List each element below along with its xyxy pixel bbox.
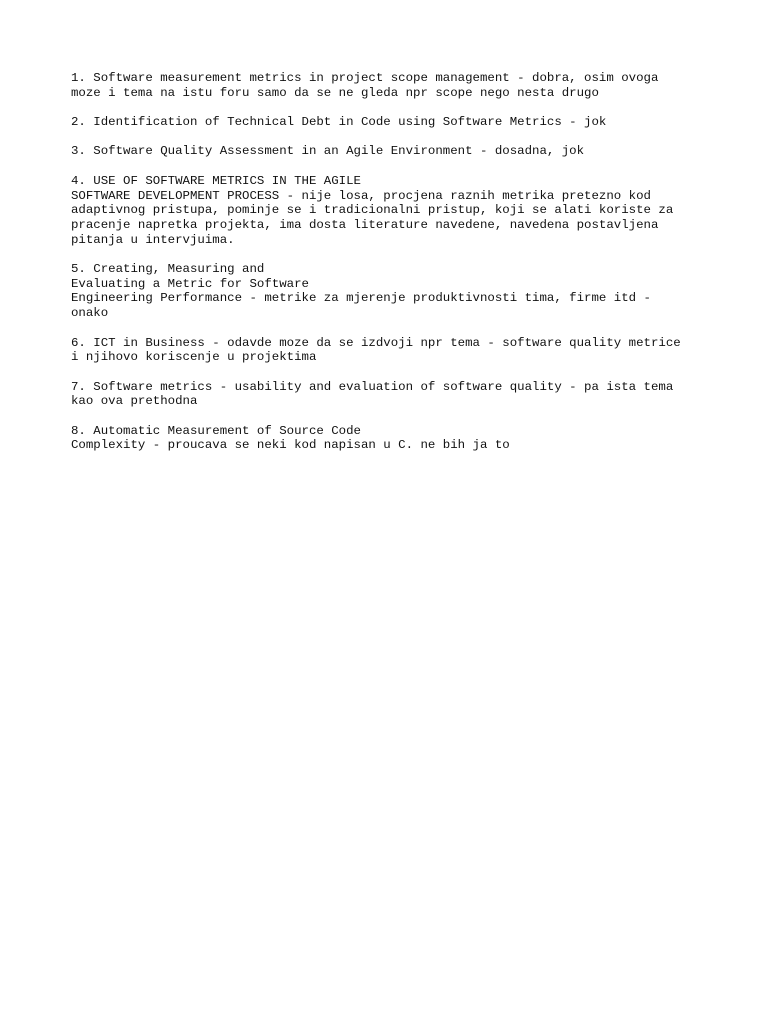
text-line: 2. Identification of Technical Debt in Code using Software Metrics - jok [71,115,607,130]
list-item-8 [71,424,711,453]
list-item-6 [71,336,711,365]
text-line: onako [71,306,109,321]
text-line: 4. USE OF SOFTWARE METRICS IN THE AGILE [71,173,361,188]
text-line: adaptivnog pristupa, pominje se i tradicionalni pristup, koji se alati koriste za [71,203,674,218]
text-line: 3. Software Quality Assessment in an Agile Environment - dosadna, jok [71,144,585,159]
text-line: i njihovo koriscenje u projektima [71,350,317,365]
list-item-4 [71,174,711,248]
text-line: 5. Creating, Measuring and [71,262,265,277]
text-line: Engineering Performance - metrike za mjerenje produktivnosti tima, firme itd - [71,291,651,306]
text-line: moze i tema na istu foru samo da se ne gleda npr scope nego nesta drugo [71,85,599,100]
document-page [71,71,711,468]
text-line: 7. Software metrics - usability and evaluation of software quality - pa ista tema [71,379,674,394]
text-line: pracenje napretka projekta, ima dosta literature navedene, navedena postavljena [71,217,659,232]
text-line: kao ova prethodna [71,394,198,409]
list-item-1 [71,71,711,100]
list-item-5 [71,262,711,321]
text-line: SOFTWARE DEVELOPMENT PROCESS - nije losa, procjena raznih metrika pretezno kod [71,188,651,203]
text-line: 6. ICT in Business - odavde moze da se izdvoji npr tema - software quality metrice [71,335,681,350]
list-item-7 [71,380,711,409]
text-line: 1. Software measurement metrics in project scope management - dobra, osim ovoga [71,71,659,85]
text-line: pitanja u intervjuima. [71,232,235,247]
list-item-2 [71,115,711,130]
text-line: Complexity - proucava se neki kod napisan u C. ne bih ja to [71,438,510,453]
text-line: Evaluating a Metric for Software [71,276,309,291]
list-item-3 [71,144,711,159]
text-line: 8. Automatic Measurement of Source Code [71,423,361,438]
